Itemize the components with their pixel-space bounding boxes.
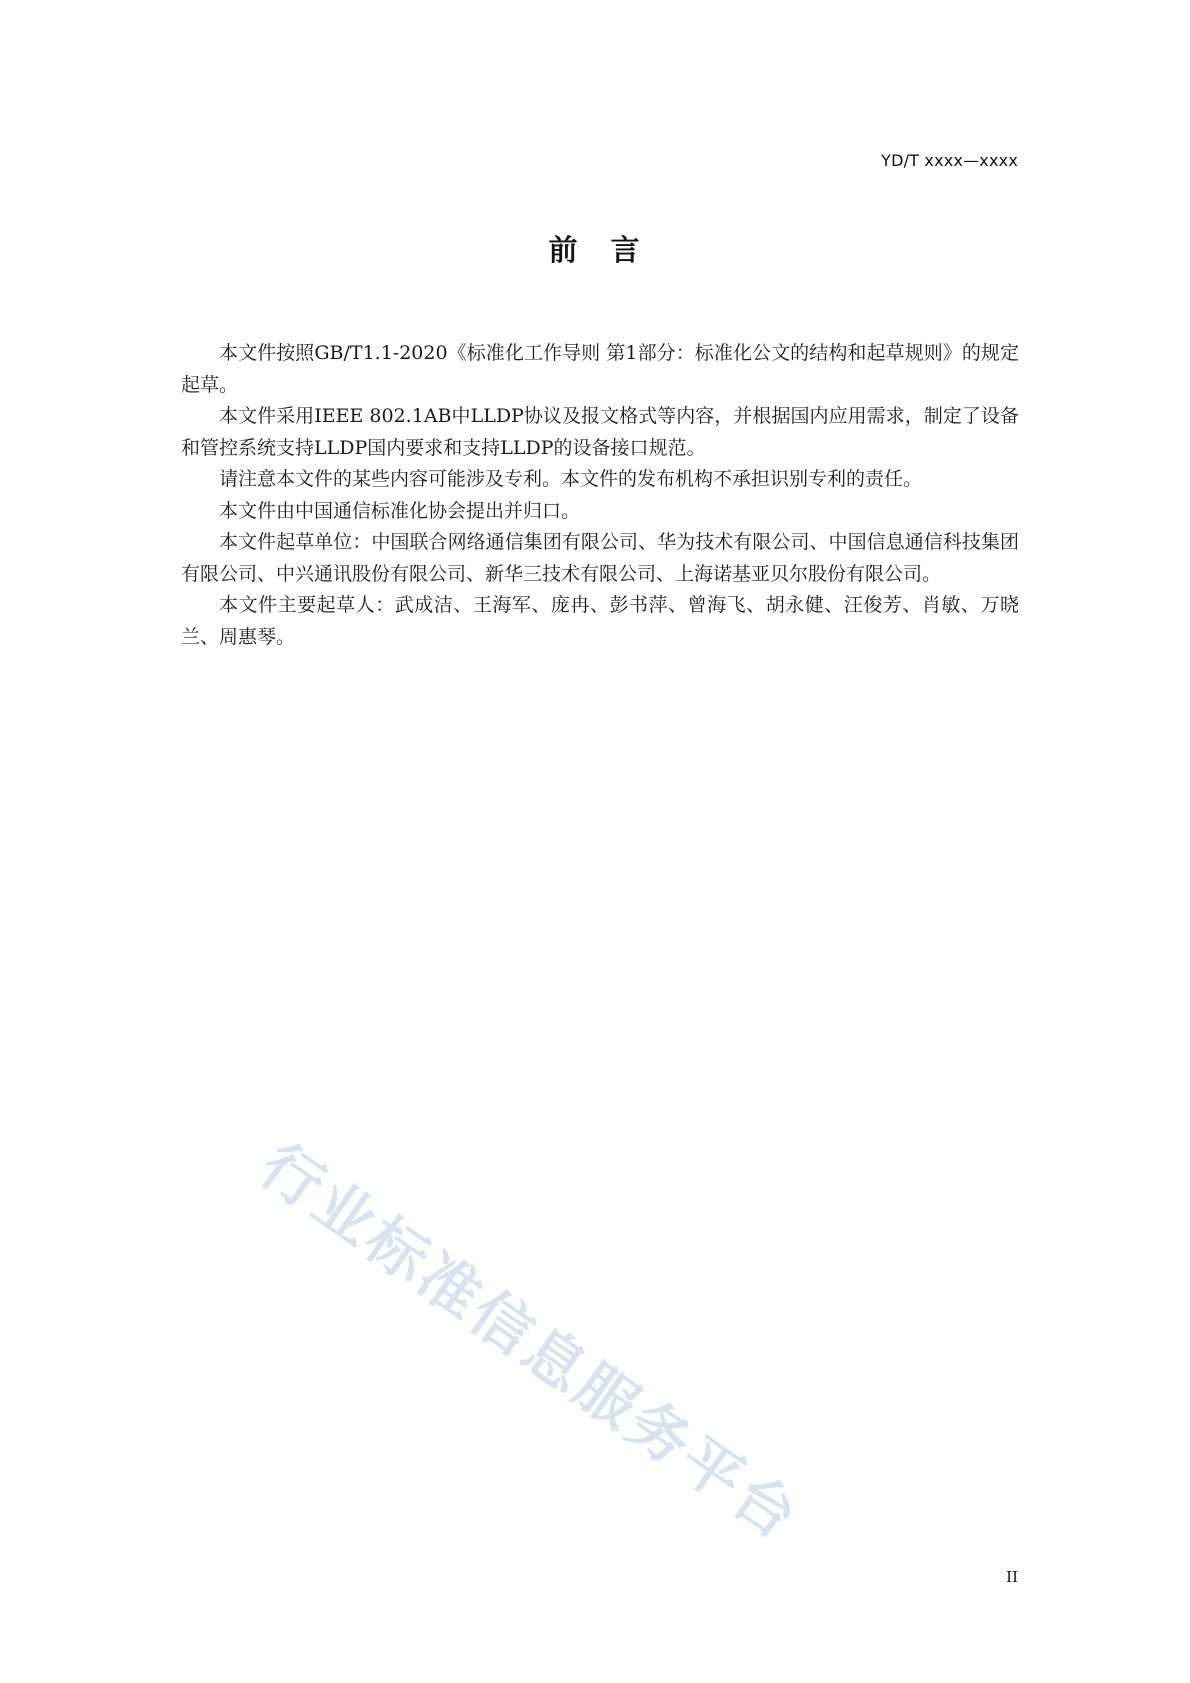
paragraph-scope: 本文件采用IEEE 802.1AB中LLDP协议及报文格式等内容，并根据国内应用需求，制定了设备和管控系统支持LLDP国内要求和支持LLDP的设备接口规范。 <box>181 405 1019 459</box>
document-code: YD/T xxxx—xxxx <box>881 151 1018 170</box>
paragraph-proposer: 本文件由中国通信标准化协会提出并归口。 <box>219 499 581 522</box>
watermark: 行业标准信息服务平台 <box>247 1130 812 1556</box>
paragraph-drafters: 本文件主要起草人：武成洁、王海军、庞冉、彭书萍、曾海飞、胡永健、汪俊芳、肖敏、万晓兰、周惠琴。 <box>181 594 1019 648</box>
page-title: 前 言 <box>548 233 642 267</box>
foreword-body <box>181 338 1019 653</box>
page-number: II <box>1006 1568 1018 1586</box>
paragraph-drafting-units: 本文件起草单位：中国联合网络通信集团有限公司、华为技术有限公司、中国信息通信科技集团有限公司、中兴通讯股份有限公司、新华三技术有限公司、上海诺基亚贝尔股份有限公司。 <box>181 531 1019 585</box>
paragraph-patent-notice: 请注意本文件的某些内容可能涉及专利。本文件的发布机构不承担识别专利的责任。 <box>219 468 923 490</box>
paragraph-drafting-rules: 本文件按照GB/T1.1-2020《标准化工作导则 第1部分：标准化公文的结构和起草规则》的规定起草。 <box>181 342 1019 396</box>
